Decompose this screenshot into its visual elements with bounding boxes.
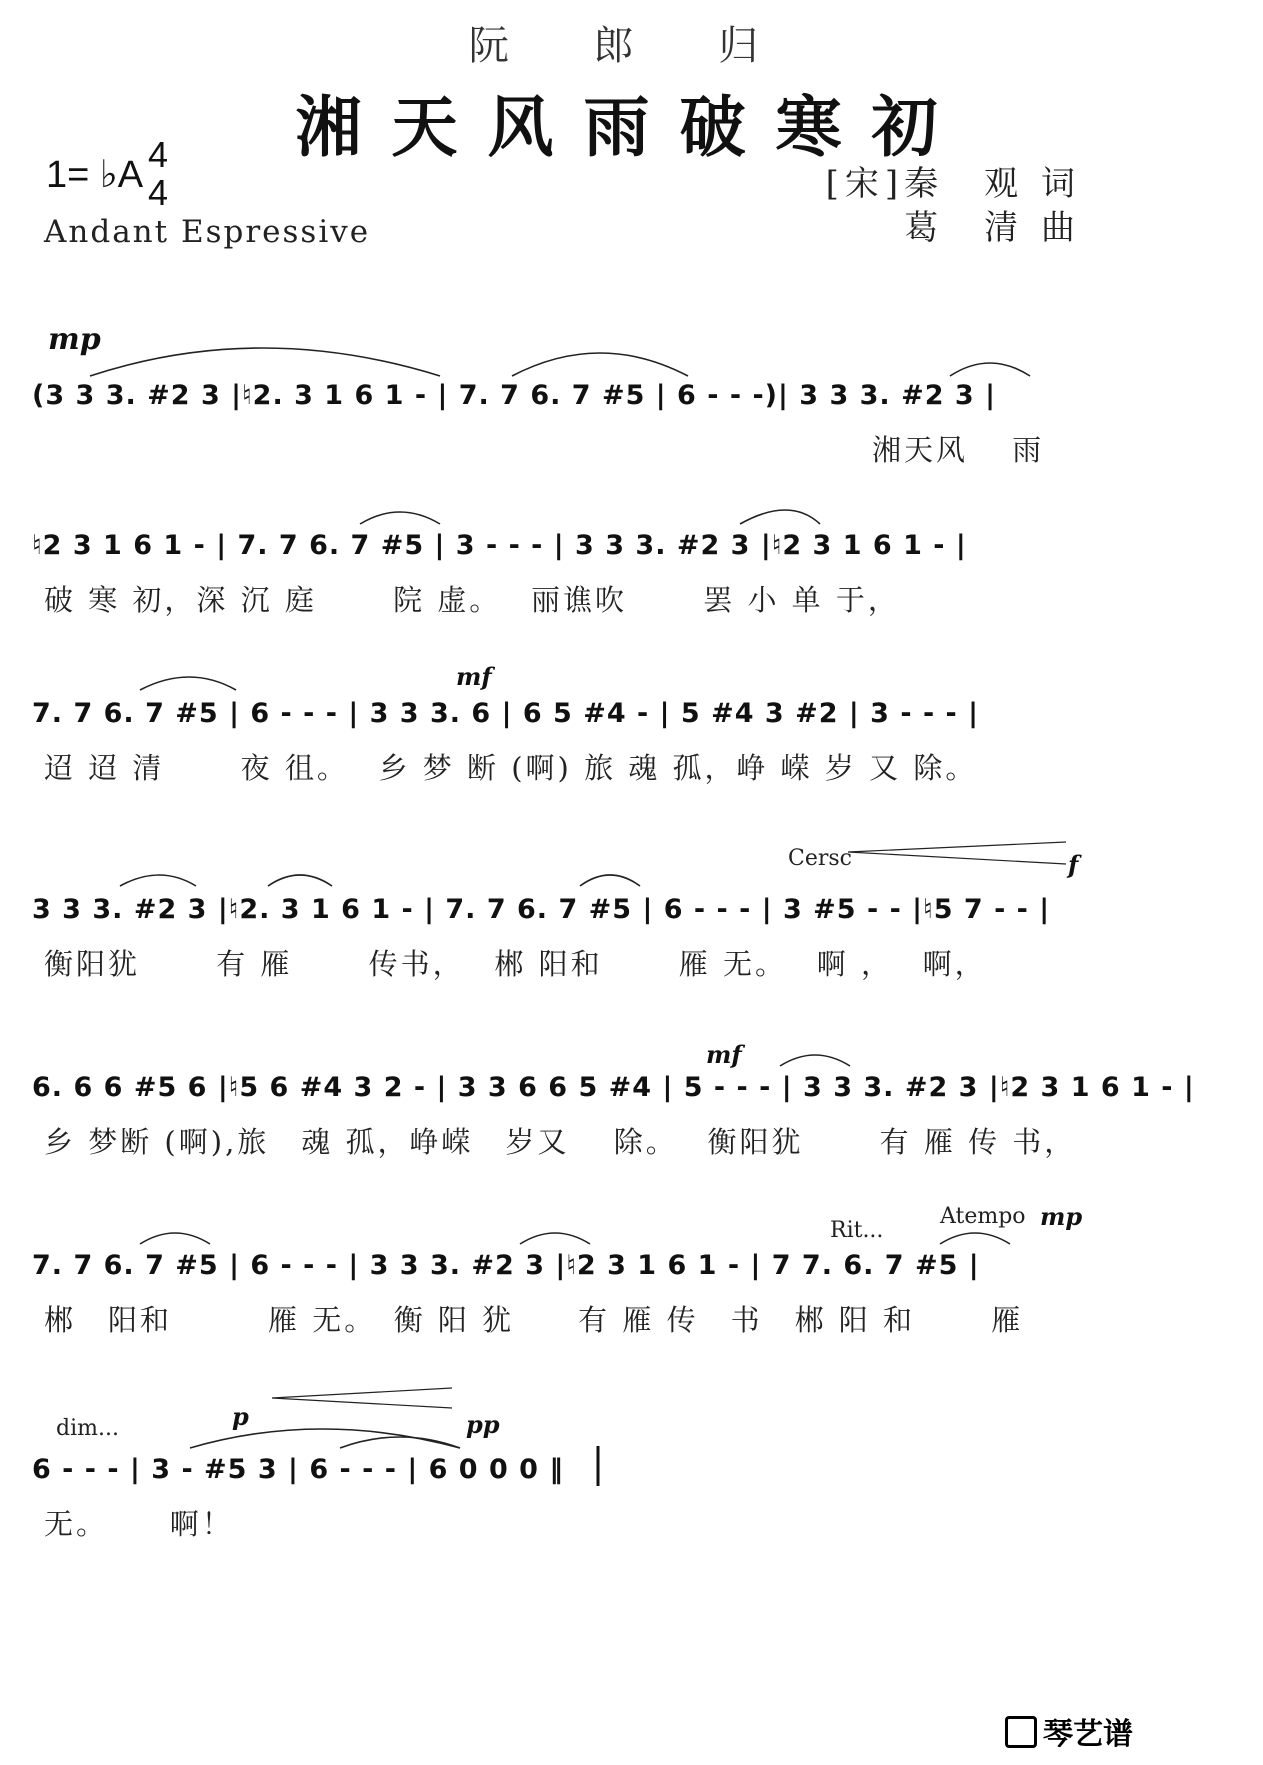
notation-line-3: 7. 7 6. 7 #5 | 6 - - - | 3 3 3. 6 | 6 5 #4 - | 5 #4 3 #2 | 3 - - - | [32,698,980,729]
dynamic-pp: pp [466,1410,500,1439]
lyric-line-4: 衡阳犹 有 雁 传书， 郴 阳和 雁 无。 啊 ， 啊， [44,947,987,981]
slur-line-1c [950,363,1030,376]
notation-line-6: 7. 7 6. 7 #5 | 6 - - - | 3 3 3. #2 3 |♮2 3 1 6 1 - | 7 7. 6. 7 #5 | [32,1250,980,1281]
lyric-line-7: 无。 啊！ [44,1507,234,1541]
dynamic-p: p [232,1402,249,1431]
slur-line-3a [140,677,236,690]
a-tempo-text: Atempo [940,1204,1026,1229]
notation-line-7: 6 - - - | 3 - #5 3 | 6 - - - | 6 0 0 0 ‖ [32,1454,564,1485]
dynamic-mp-2: mp [1040,1202,1083,1231]
tempo-marking: Andant Espressive [44,214,371,250]
crescendo-text: Cersc [788,846,852,871]
slur-line-6c [940,1233,1010,1244]
dynamic-mp: mp [48,322,101,357]
lyric-line-5: 乡 梦断 (啊),旅 魂 孤，峥嵘 岁又 除。 衡阳犹 有 雁 传 书， [44,1125,1077,1159]
notation-line-4: 3 3 3. #2 3 |♮2. 3 1 6 1 - | 7. 7 6. 7 #5 | 6 - - - | 3 #5 - - |♮5 7 - - | [32,894,1051,925]
slur-line-4a [120,875,196,886]
diminuendo-text: dim... [56,1416,119,1441]
notation-line-1: (3 3 3. #2 3 |♮2. 3 1 6 1 - | 7. 7 6. 7 #5 | 6 - - -)| 3 3 3. #2 3 | [32,380,996,411]
lyric-line-2: 破 寒 初，深 沉 庭 院 虚。 丽谯吹 罢 小 单 于， [44,583,900,617]
logo-icon [1005,1716,1037,1748]
lyricist-credit: [宋]秦 观 词 [825,164,1081,204]
slur-line-1a [90,348,440,376]
lyric-line-3: 迢 迢 清 夜 徂。 乡 梦 断 (啊) 旅 魂 孤，峥 嵘 岁 又 除。 [44,751,978,785]
slur-line-7b [340,1437,460,1448]
composer-credit: 葛 清 曲 [904,208,1081,248]
diminuendo-hairpin [272,1388,452,1408]
dynamic-mf-2: mf [706,1040,742,1069]
notation-line-5: 6. 6 6 #5 6 |♮5 6 #4 3 2 - | 3 3 6 6 5 #4 | 5 - - - | 3 3 3. #2 3 |♮2 3 1 6 1 - | [32,1072,1195,1103]
site-logo [1005,1709,1133,1753]
slur-line-6a [140,1233,210,1244]
time-signature-bottom: 4 [148,172,169,213]
slur-line-4c [580,875,640,886]
lyric-line-1: 湘天风 雨 [872,433,1045,467]
slur-line-6b [520,1233,590,1244]
dynamic-f: f [1068,850,1079,879]
slur-line-2b [360,512,440,524]
key-signature: 1= ♭A [46,154,144,196]
slur-line-4b [268,875,332,886]
notation-line-2: ♮2 3 1 6 1 - | 7. 7 6. 7 #5 | 3 - - - | 3 3 3. #2 3 |♮2 3 1 6 1 - | [32,530,967,561]
crescendo-hairpin [848,842,1066,864]
time-signature-top: 4 [148,134,169,175]
slur-line-2a [740,510,820,524]
lyric-line-6: 郴 阳和 雁 无。 衡 阳 犹 有 雁 传 书 郴 阳 和 雁 [44,1303,1024,1337]
slur-line-1b [512,353,688,376]
song-title: 湘天风雨破寒初 [295,88,968,166]
logo-text: 琴艺谱 [1043,1718,1133,1751]
dynamic-mf: mf [456,662,492,691]
slur-line-5a [780,1055,850,1066]
ritardando-text: Rit... [830,1218,884,1243]
song-subtitle: 阮 郎 归 [468,23,795,69]
